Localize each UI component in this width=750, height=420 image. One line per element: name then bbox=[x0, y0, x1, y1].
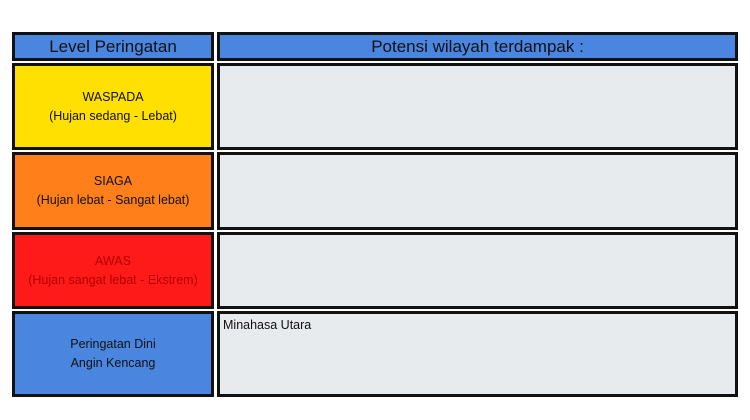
area-angin-kencang bbox=[217, 311, 738, 397]
level-angin-kencang-desc: Angin Kencang bbox=[70, 356, 156, 370]
level-angin-kencang-name: Peringatan Dini bbox=[70, 337, 156, 351]
area-angin-kencang-text: Minahasa Utara bbox=[223, 318, 312, 332]
area-awas bbox=[217, 232, 738, 309]
level-siaga-name: SIAGA bbox=[93, 174, 133, 188]
level-angin-kencang bbox=[12, 311, 214, 397]
header-level-label: Level Peringatan bbox=[49, 36, 177, 56]
level-waspada-desc: (Hujan sedang - Lebat) bbox=[49, 108, 177, 123]
level-waspada bbox=[12, 63, 214, 150]
area-waspada bbox=[217, 63, 738, 150]
header-level-peringatan bbox=[12, 32, 214, 61]
header-area-label: Potensi wilayah terdampak : bbox=[371, 36, 584, 56]
level-waspada-name: WASPADA bbox=[82, 89, 144, 104]
level-awas-desc: (Hujan sangat lebat - Ekstrem) bbox=[28, 272, 198, 287]
level-siaga-desc: (Hujan lebat - Sangat lebat) bbox=[36, 193, 190, 207]
header-potensi-wilayah bbox=[217, 32, 738, 61]
level-awas-name: AWAS bbox=[95, 253, 131, 268]
area-siaga bbox=[217, 152, 738, 230]
level-siaga bbox=[12, 152, 214, 230]
level-awas bbox=[12, 232, 214, 309]
